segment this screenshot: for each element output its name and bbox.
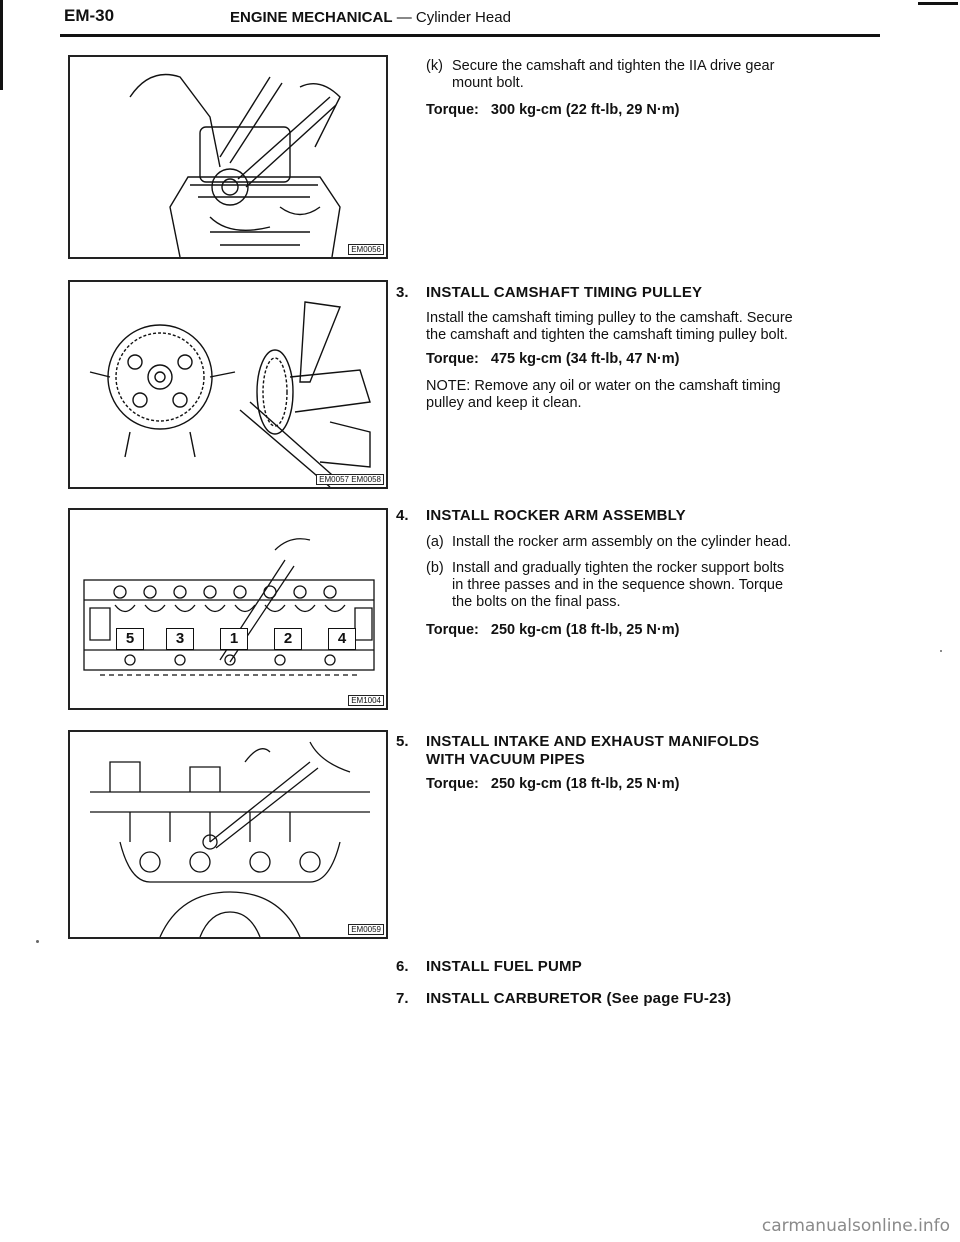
sequence-label-4: 2: [274, 628, 302, 650]
page-edge-line: [0, 0, 3, 90]
step-3-heading: INSTALL CAMSHAFT TIMING PULLEY: [426, 284, 703, 301]
step-5-number: 5.: [396, 733, 409, 750]
step-3-note-line2: pulley and keep it clean.: [426, 395, 582, 411]
figure-code: EM0057 EM0058: [316, 474, 384, 485]
rocker-arm-sequence-icon: [70, 510, 386, 708]
step-k-label: (k): [426, 58, 443, 74]
step-4b-line2: in three passes and in the sequence shown. Torque: [452, 577, 784, 593]
step-7-heading: INSTALL CARBURETOR (See page FU-23): [426, 990, 732, 1007]
page-number: EM-30: [64, 6, 115, 25]
torque-label: Torque:: [426, 351, 479, 367]
step-k: [426, 58, 862, 92]
step-4b-label: (b): [426, 560, 444, 576]
section-title: ENGINE MECHANICAL: [230, 9, 393, 26]
wrench-on-camshaft-icon: [70, 57, 386, 257]
step-4b-line1: Install and gradually tighten the rocker support bolts: [452, 560, 785, 576]
sequence-label-5: 4: [328, 628, 356, 650]
figure-code: EM0056: [348, 244, 384, 255]
manifold-icon: [70, 732, 386, 937]
step-4a-label: (a): [426, 534, 444, 550]
sequence-label-1: 5: [116, 628, 144, 650]
step-3-text: [426, 310, 793, 344]
step-3-line2: the camshaft and tighten the camshaft timing pulley bolt.: [426, 327, 788, 343]
step-3-line1: Install the camshaft timing pulley to the camshaft. Secure: [426, 310, 793, 326]
step-3-note-line1: NOTE: Remove any oil or water on the camshaft timing: [426, 378, 781, 394]
step-4-torque: [426, 622, 679, 638]
torque-label: Torque:: [426, 102, 479, 118]
figure-em1004: [68, 508, 388, 710]
step-3-number: 3.: [396, 284, 409, 301]
figure-em0059: [68, 730, 388, 939]
margin-speck: [940, 650, 942, 652]
step-k-line1: Secure the camshaft and tighten the IIA drive gear: [452, 58, 775, 74]
figure-code: EM0059: [348, 924, 384, 935]
step-4a: [426, 534, 862, 551]
margin-speck: [36, 940, 39, 943]
figure-em0057-em0058: [68, 280, 388, 489]
camshaft-pulley-icon: [70, 282, 386, 487]
step-5-torque: [426, 776, 679, 792]
watermark: carmanualsonline.info: [761, 1216, 950, 1236]
step-5-heading-line2: WITH VACUUM PIPES: [426, 751, 585, 768]
step-3-torque: [426, 351, 679, 367]
torque-value: 250 kg-cm (18 ft-lb, 25 N·m): [490, 622, 680, 638]
title-separator: —: [396, 9, 412, 26]
step-5-heading: [426, 733, 759, 769]
step-4a-text: Install the rocker arm assembly on the cylinder head.: [452, 534, 792, 550]
torque-label: Torque:: [426, 776, 479, 792]
figure-em0056: [68, 55, 388, 259]
header-rule: [60, 34, 880, 37]
step-4-heading: INSTALL ROCKER ARM ASSEMBLY: [426, 507, 686, 524]
step-k-torque: [426, 102, 679, 118]
step-4-number: 4.: [396, 507, 409, 524]
step-5-heading-line1: INSTALL INTAKE AND EXHAUST MANIFOLDS: [426, 733, 760, 750]
step-k-line2: mount bolt.: [452, 75, 524, 91]
step-6-number: 6.: [396, 958, 409, 975]
figure-code: EM1004: [348, 695, 384, 706]
step-7-number: 7.: [396, 990, 409, 1007]
page-corner-mark: [918, 2, 958, 5]
sequence-label-2: 3: [166, 628, 194, 650]
step-6-heading: INSTALL FUEL PUMP: [426, 958, 582, 975]
step-4b: [426, 560, 862, 611]
torque-label: Torque:: [426, 622, 479, 638]
step-3-note: [426, 378, 781, 412]
page-title: [230, 9, 511, 26]
torque-value: 250 kg-cm (18 ft-lb, 25 N·m): [490, 776, 680, 792]
subsection-title: Cylinder Head: [415, 9, 511, 26]
torque-value: 300 kg-cm (22 ft-lb, 29 N·m): [490, 102, 680, 118]
sequence-label-3: 1: [220, 628, 248, 650]
step-4b-line3: the bolts on the final pass.: [452, 594, 621, 610]
torque-value: 475 kg-cm (34 ft-lb, 47 N·m): [490, 351, 680, 367]
